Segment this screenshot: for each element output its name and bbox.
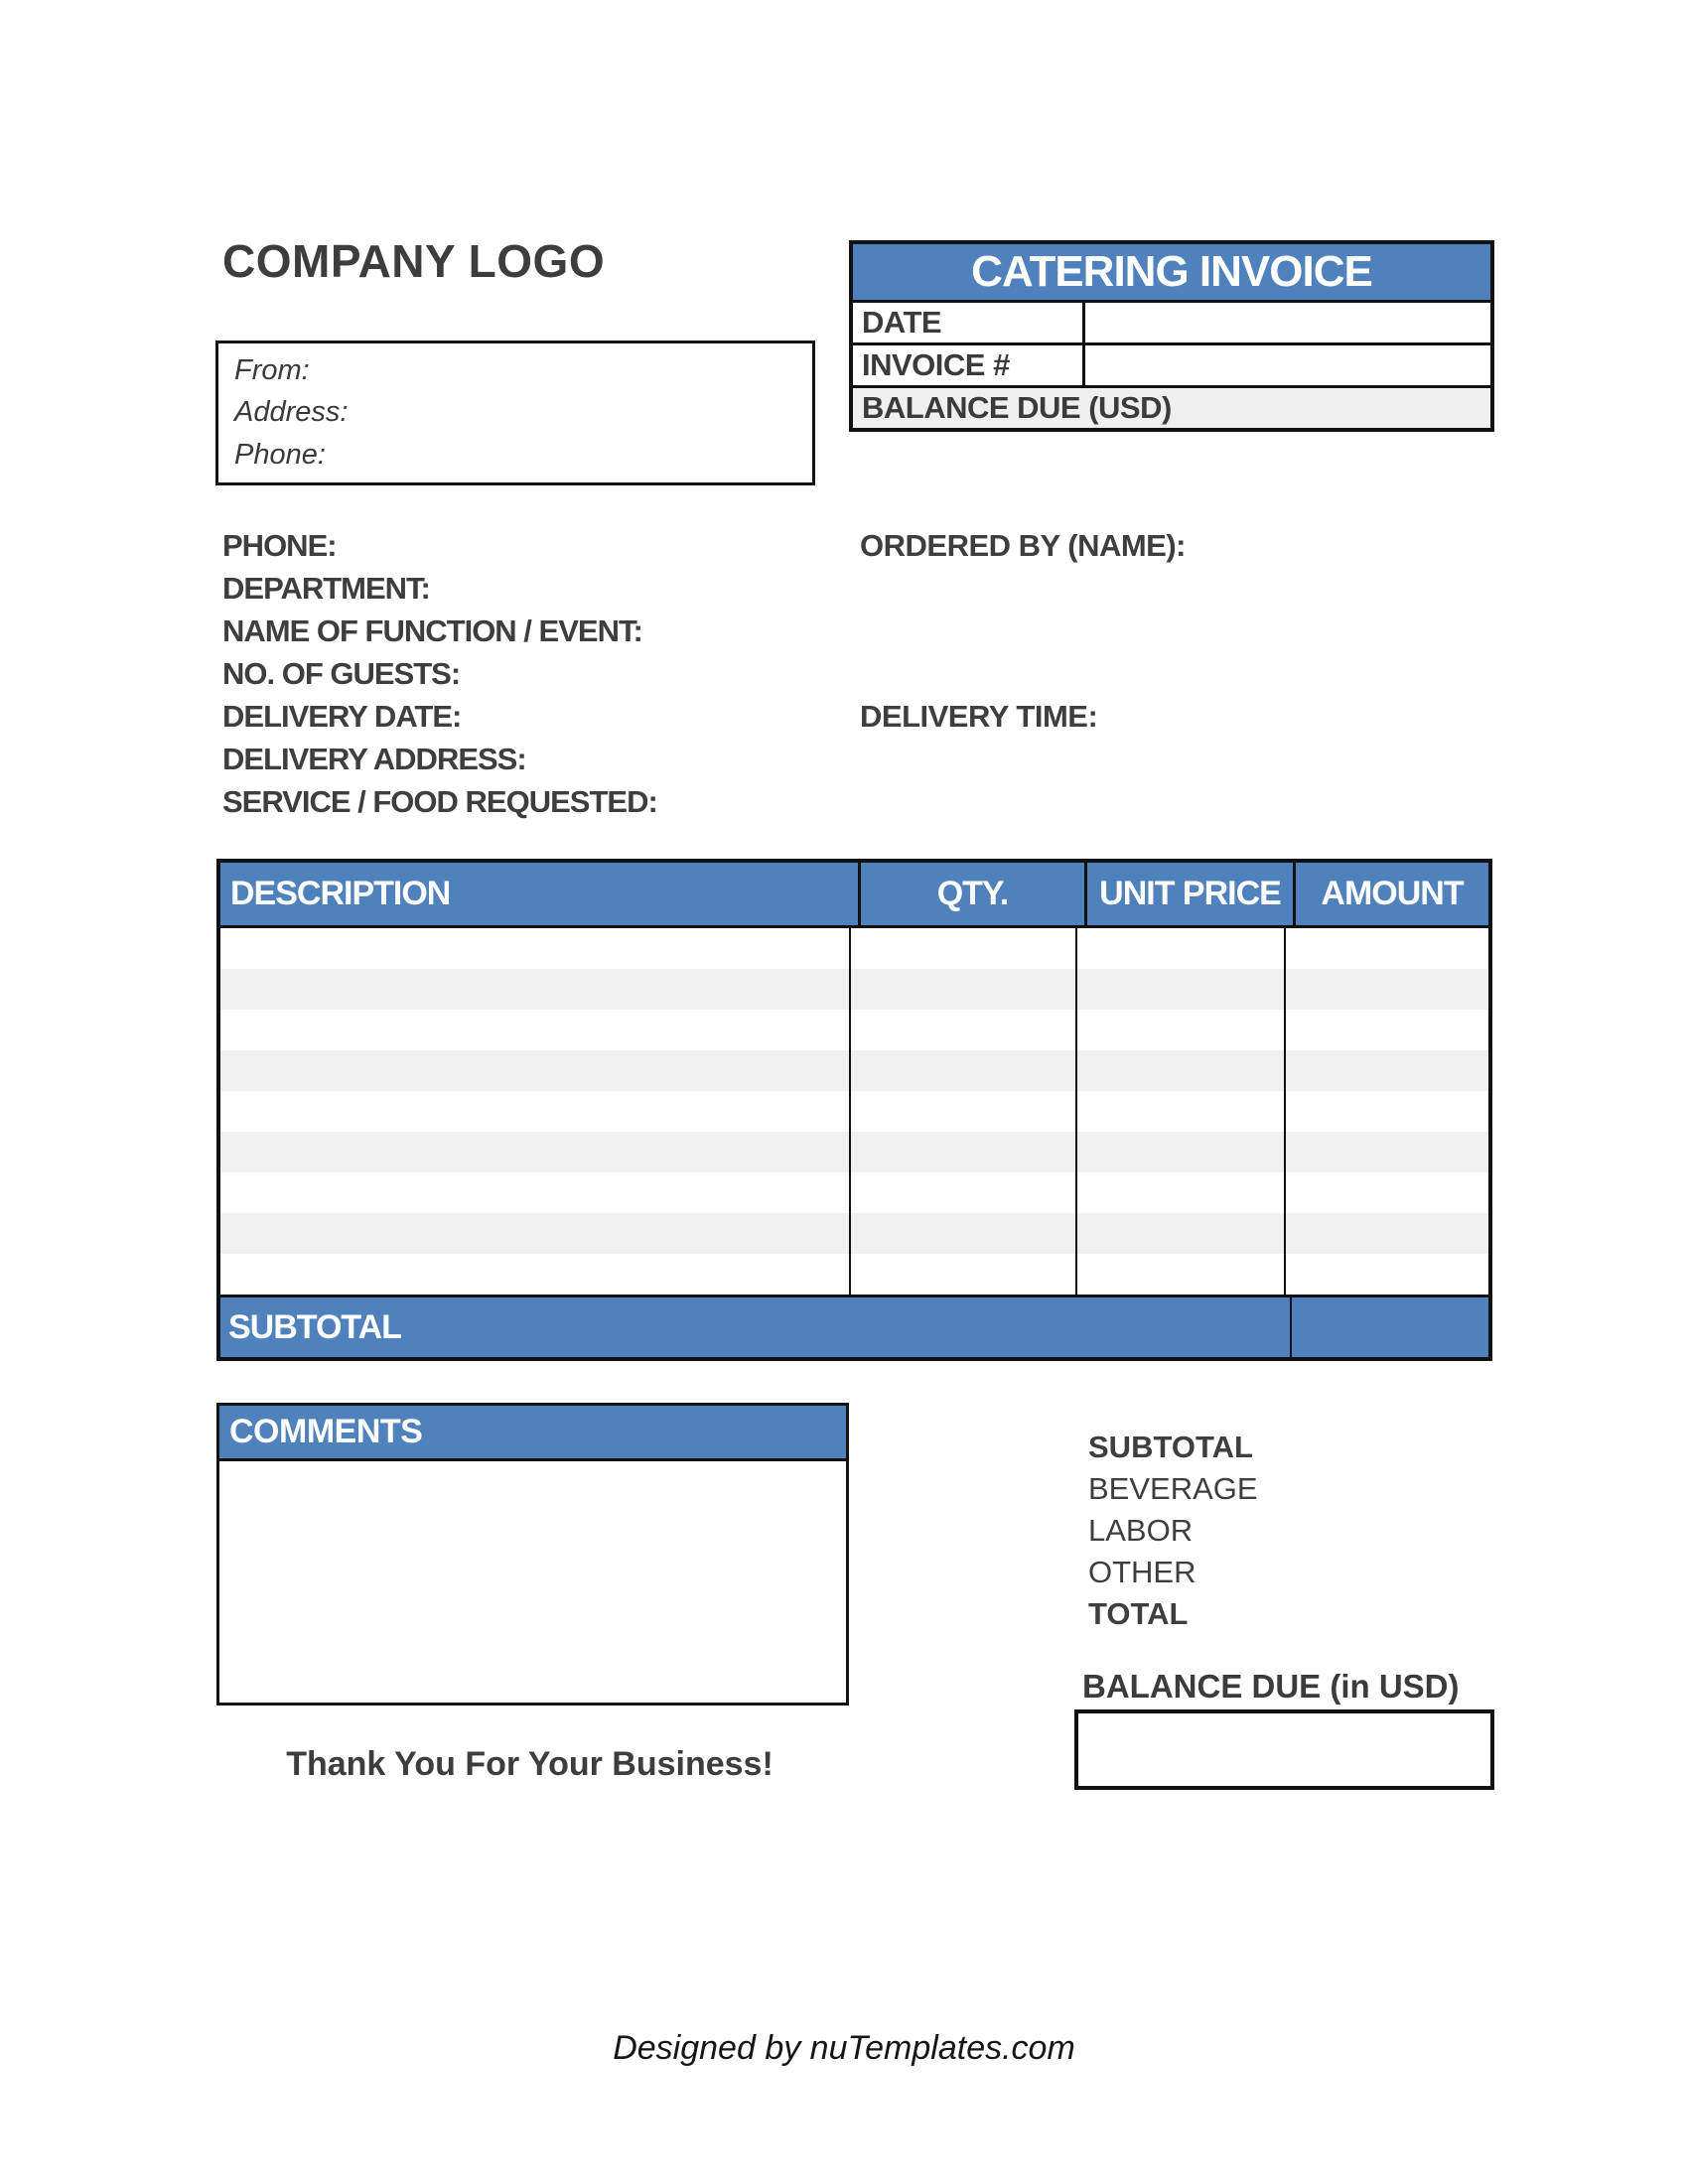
item-qty-cell[interactable] — [851, 1254, 1077, 1295]
balance-due-input-box[interactable] — [1074, 1709, 1494, 1790]
invoice-header-box — [849, 240, 1494, 432]
unit-price-column-header: UNIT PRICE — [1087, 863, 1296, 925]
delivery-address-field-label: DELIVERY ADDRESS: — [222, 741, 526, 776]
item-row — [220, 1091, 1488, 1132]
item-qty-cell[interactable] — [851, 1132, 1077, 1172]
qty-column-header: QTY. — [861, 863, 1087, 925]
subtotal-label: SUBTOTAL — [220, 1297, 1292, 1357]
item-amt-cell[interactable] — [1286, 1172, 1488, 1213]
address-label: Address: — [234, 396, 349, 429]
order-info-labels — [222, 524, 657, 823]
balance-due-usd-row[interactable]: BALANCE DUE (USD) — [853, 388, 1490, 428]
item-qty-cell[interactable] — [851, 969, 1077, 1010]
ordered-by-label: ORDERED BY (NAME): — [860, 527, 1186, 563]
invoice-title: CATERING INVOICE — [853, 244, 1490, 303]
item-row — [220, 1050, 1488, 1091]
description-column-header: DESCRIPTION — [220, 863, 861, 925]
date-label: DATE — [853, 303, 1085, 342]
item-unit-cell[interactable] — [1077, 928, 1286, 969]
items-table-header — [220, 863, 1488, 928]
totals-other-label: OTHER — [1088, 1555, 1196, 1589]
footer-credit: Designed by nuTemplates.com — [613, 2029, 1075, 2067]
item-unit-cell[interactable] — [1077, 1050, 1286, 1091]
phone-field-label: PHONE: — [222, 527, 337, 563]
item-desc-cell[interactable] — [220, 1172, 851, 1213]
item-amt-cell[interactable] — [1286, 1091, 1488, 1132]
item-amt-cell[interactable] — [1286, 1213, 1488, 1254]
item-amt-cell[interactable] — [1286, 1050, 1488, 1091]
invoice-number-field[interactable] — [1085, 345, 1490, 385]
from-address-box[interactable] — [215, 341, 815, 485]
item-qty-cell[interactable] — [851, 1172, 1077, 1213]
item-unit-cell[interactable] — [1077, 1213, 1286, 1254]
item-unit-cell[interactable] — [1077, 1132, 1286, 1172]
item-desc-cell[interactable] — [220, 1050, 851, 1091]
department-field-label: DEPARTMENT: — [222, 570, 430, 606]
comments-box — [216, 1403, 849, 1706]
item-row — [220, 1172, 1488, 1213]
item-unit-cell[interactable] — [1077, 1091, 1286, 1132]
item-desc-cell[interactable] — [220, 1132, 851, 1172]
phone-label: Phone: — [234, 439, 326, 472]
item-desc-cell[interactable] — [220, 1010, 851, 1050]
totals-labor-label: LABOR — [1088, 1513, 1194, 1548]
totals-subtotal-label: SUBTOTAL — [1088, 1430, 1253, 1464]
item-unit-cell[interactable] — [1077, 1172, 1286, 1213]
item-row — [220, 1254, 1488, 1295]
service-food-field-label: SERVICE / FOOD REQUESTED: — [222, 783, 657, 819]
item-row — [220, 1213, 1488, 1254]
comments-input-area[interactable] — [219, 1461, 846, 1703]
item-desc-cell[interactable] — [220, 1091, 851, 1132]
item-unit-cell[interactable] — [1077, 1254, 1286, 1295]
from-label: From: — [234, 353, 310, 386]
comments-title: COMMENTS — [219, 1406, 846, 1461]
item-amt-cell[interactable] — [1286, 1010, 1488, 1050]
date-value-field[interactable] — [1085, 303, 1490, 342]
item-qty-cell[interactable] — [851, 1050, 1077, 1091]
item-qty-cell[interactable] — [851, 1213, 1077, 1254]
subtotal-amount-cell[interactable] — [1292, 1297, 1488, 1357]
invoice-number-row — [853, 345, 1490, 388]
guests-field-label: NO. OF GUESTS: — [222, 655, 461, 691]
subtotal-row — [220, 1295, 1488, 1357]
item-qty-cell[interactable] — [851, 1091, 1077, 1132]
amount-column-header: AMOUNT — [1321, 875, 1464, 912]
date-row — [853, 303, 1490, 345]
invoice-number-label: INVOICE # — [853, 345, 1085, 385]
function-event-field-label: NAME OF FUNCTION / EVENT: — [222, 613, 642, 648]
thank-you-message: Thank You For Your Business! — [286, 1745, 774, 1783]
item-row — [220, 1010, 1488, 1050]
item-unit-cell[interactable] — [1077, 1010, 1286, 1050]
balance-due-in-usd-label: BALANCE DUE (in USD) — [1082, 1668, 1460, 1705]
item-unit-cell[interactable] — [1077, 969, 1286, 1010]
item-row — [220, 928, 1488, 969]
company-logo: COMPANY LOGO — [222, 235, 606, 287]
item-desc-cell[interactable] — [220, 928, 851, 969]
totals-total-label: TOTAL — [1088, 1596, 1189, 1631]
item-amt-cell[interactable] — [1286, 969, 1488, 1010]
delivery-time-label: DELIVERY TIME: — [860, 698, 1098, 734]
item-row — [220, 969, 1488, 1010]
totals-block — [1088, 1427, 1258, 1635]
item-amt-cell[interactable] — [1286, 1254, 1488, 1295]
delivery-date-field-label: DELIVERY DATE: — [222, 698, 462, 734]
items-table-body — [220, 928, 1488, 1295]
item-amt-cell[interactable] — [1286, 928, 1488, 969]
item-row — [220, 1132, 1488, 1172]
items-table — [216, 859, 1492, 1361]
item-desc-cell[interactable] — [220, 969, 851, 1010]
item-qty-cell[interactable] — [851, 1010, 1077, 1050]
item-desc-cell[interactable] — [220, 1213, 851, 1254]
item-qty-cell[interactable] — [851, 928, 1077, 969]
item-amt-cell[interactable] — [1286, 1132, 1488, 1172]
totals-beverage-label: BEVERAGE — [1088, 1471, 1258, 1506]
item-desc-cell[interactable] — [220, 1254, 851, 1295]
